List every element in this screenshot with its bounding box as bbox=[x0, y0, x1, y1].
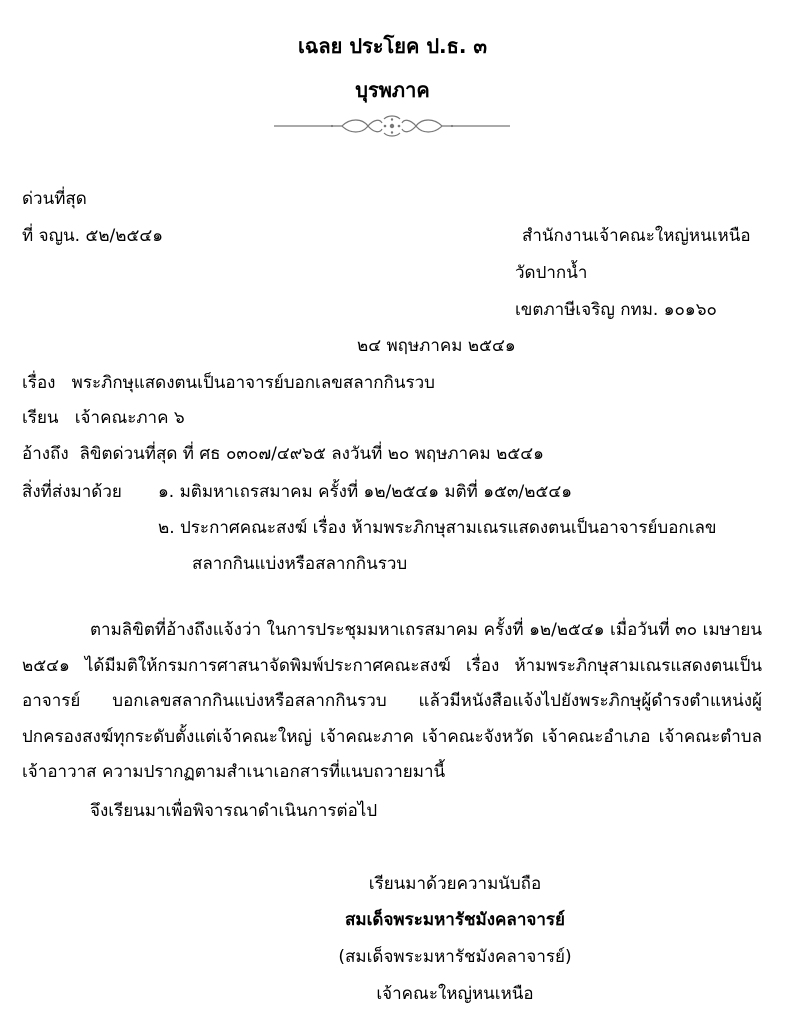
enclosure-item-1: ๑. มติมหาเถรสมาคม ครั้งที่ ๑๒/๒๕๔๑ มติที่ ๑๕๓/๒๕๔๑ bbox=[158, 482, 573, 502]
recipient-line bbox=[22, 407, 185, 429]
reference-label: อ้างถึง bbox=[22, 444, 69, 464]
subject-value: พระภิกษุแสดงตนเป็นอาจารย์บอกเลขสลากกินรวบ bbox=[71, 373, 435, 393]
signature-name: สมเด็จพระมหารัชมังคลาจารย์ bbox=[345, 910, 565, 930]
enclosure-item-2: ๒. ประกาศคณะสงฆ์ เรื่อง ห้ามพระภิกษุสามเณรแสดงตนเป็นอาจารย์บอกเลข bbox=[158, 518, 717, 538]
letter-date: ๒๔ พฤษภาคม ๒๕๔๑ bbox=[357, 336, 516, 356]
sender-temple: วัดปากน้ำ bbox=[515, 263, 588, 283]
sender-district: เขตภาษีเจริญ กทม. ๑๐๑๖๐ bbox=[515, 300, 717, 320]
closing-line: จึงเรียนมาเพื่อพิจารณาดำเนินการต่อไป bbox=[90, 801, 378, 821]
recipient-label: เรียน bbox=[22, 408, 59, 428]
subject-line bbox=[22, 372, 435, 394]
reference-value: ลิขิตด่วนที่สุด ที่ ศธ ๐๓๐๗/๔๙๖๕ ลงวันที่ ๒๐ พฤษภาคม ๒๕๔๑ bbox=[79, 444, 544, 464]
recipient-value: เจ้าคณะภาค ๖ bbox=[74, 408, 185, 428]
urgency-label: ด่วนที่สุด bbox=[22, 189, 87, 209]
signature-salutation: เรียนมาด้วยความนับถือ bbox=[368, 874, 542, 894]
signature-position: เจ้าคณะใหญ่หนเหนือ bbox=[376, 984, 534, 1004]
signature-name-parenthesized: (สมเด็จพระมหารัชมังคลาจารย์) bbox=[338, 947, 572, 967]
enclosure-item-2-continued: สลากกินแบ่งหรือสลากกินรวบ bbox=[192, 554, 408, 574]
reference-number: ที่ จญน. ๕๒/๒๕๔๑ bbox=[22, 226, 164, 246]
subject-label: เรื่อง bbox=[22, 373, 56, 393]
ornament-divider-icon bbox=[272, 113, 512, 139]
enclosures-label: สิ่งที่ส่งมาด้วย bbox=[22, 482, 122, 502]
body-paragraph: ตามลิขิตที่อ้างถึงแจ้งว่า ในการประชุมมหาเถรสมาคม ครั้งที่ ๑๒/๒๕๔๑ เมื่อวันที่ ๓๐ เมษายน ๒๕๔๑ ได้มีมติให้กรมการศาสนาจัดพิมพ์ประกาศคณะสงฆ์ เรื่อง ห้ามพระภิกษุสามเณรแสดงตนเป็นอาจารย์ บอกเลขสลากกินแบ่งหรือสลากกินรวบ แล้วมีหนังสือแจ้งไปยังพระภิกษุผู้ดำรงตำแหน่งผู้ปกครองสงฆ์ทุกระดับตั้งแต่เจ้าคณะใหญ่ เจ้าคณะภาค เจ้าคณะจังหวัด เจ้าคณะอำเภอ เจ้าคณะตำบล เจ้าอาวาส ความปรากฏตามสำเนาเอกสารที่แนบถวายมานี้ bbox=[22, 620, 762, 782]
document-title: เฉลย ประโยค ป.ธ. ๓ bbox=[297, 34, 488, 58]
document-subtitle: บุรพภาค bbox=[355, 78, 430, 102]
reference-line bbox=[22, 443, 544, 465]
sender-office: สำนักงานเจ้าคณะใหญ่หนเหนือ bbox=[522, 226, 751, 246]
